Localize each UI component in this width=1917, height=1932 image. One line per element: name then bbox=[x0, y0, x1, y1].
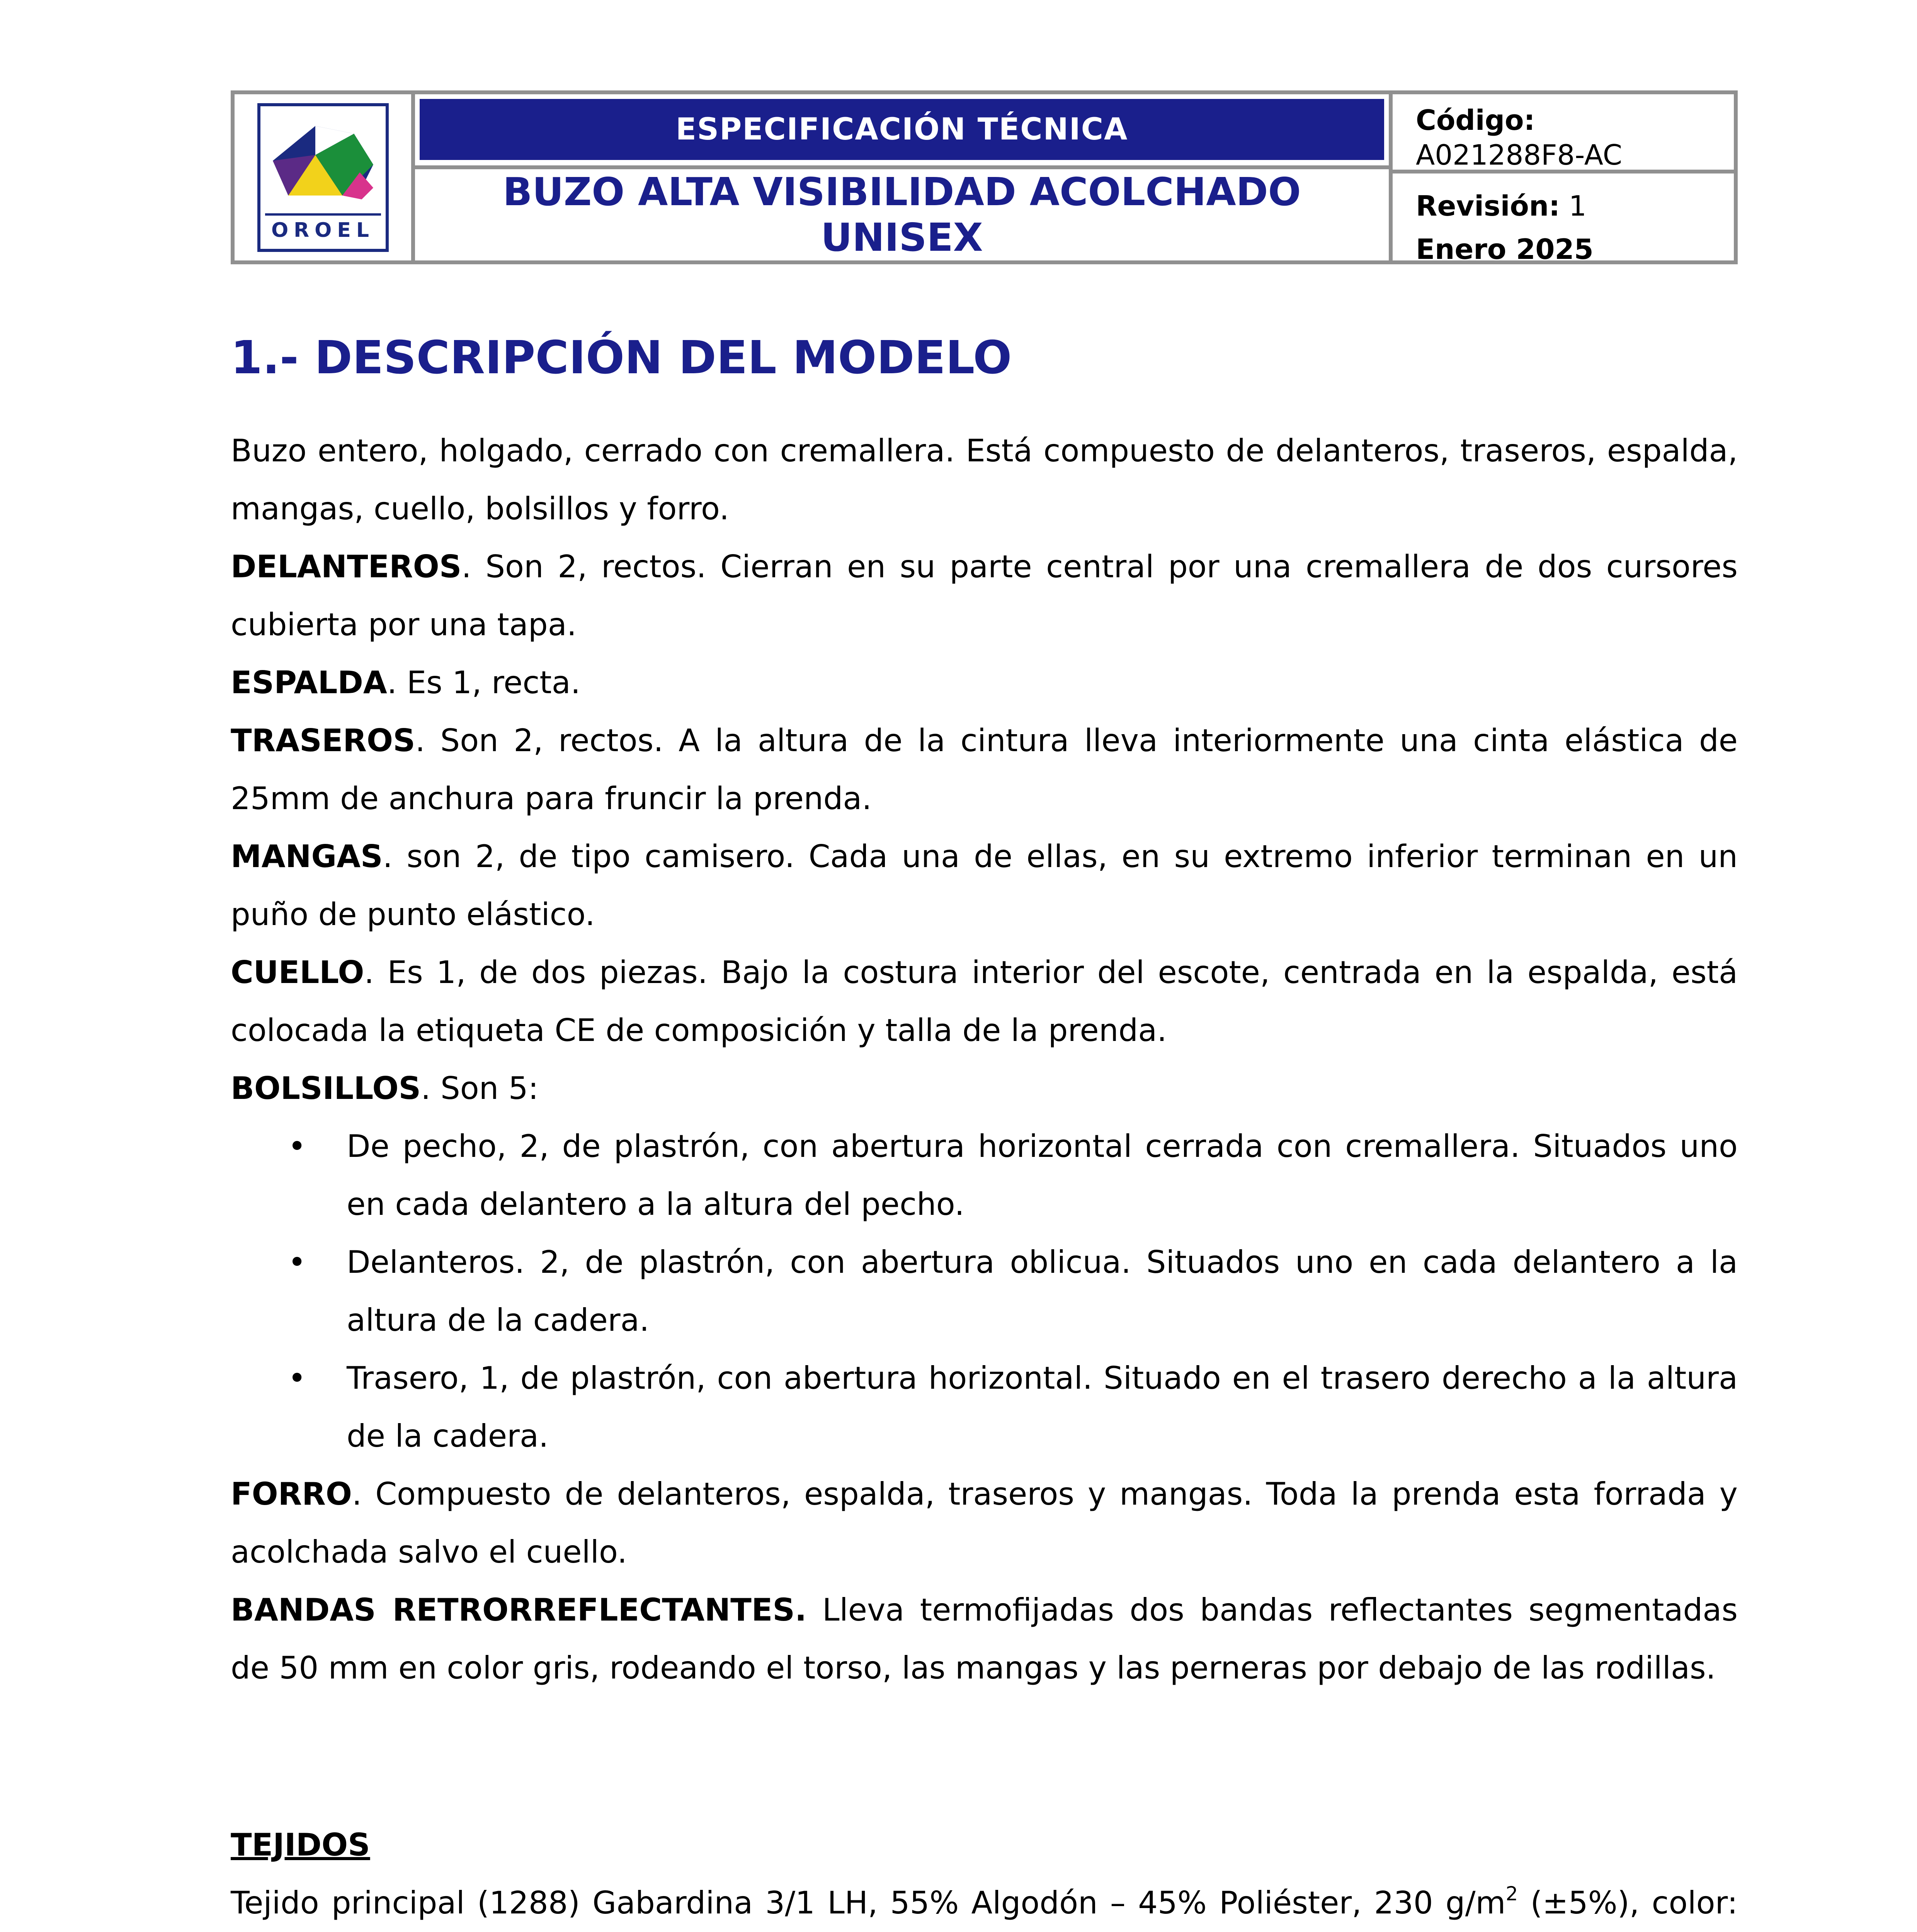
item-label: MANGAS bbox=[231, 838, 383, 874]
revision-label: Revisión: bbox=[1416, 190, 1560, 222]
code-value: A021288F8-AC bbox=[1416, 139, 1622, 171]
document-body bbox=[231, 328, 1738, 1932]
item-text: . Son 2, rectos. Cierran en su parte central por una cremallera de dos cursores cubierta por una tapa. bbox=[231, 549, 1738, 643]
item-label: FORRO bbox=[231, 1476, 352, 1512]
tejido-text: (±5%), color: bbox=[1530, 1885, 1738, 1921]
item-text: . Es 1, recta. bbox=[387, 665, 581, 701]
company-logo bbox=[257, 103, 389, 252]
revision-value: 1 bbox=[1568, 190, 1587, 222]
tejido-line bbox=[231, 1874, 1738, 1932]
item-text: . son 2, de tipo camisero. Cada una de ellas, en su extremo inferior terminan en un puño de punto elástico. bbox=[231, 838, 1738, 932]
document-date: Enero 2025 bbox=[1416, 233, 1594, 265]
item-mangas bbox=[231, 828, 1738, 944]
item-label: BANDAS RETRORREFLECTANTES. bbox=[231, 1592, 807, 1628]
item-text: . Es 1, de dos piezas. Bajo la costura interior del escote, centrada en la espalda, está colocada la etiqueta CE de composición y talla de la prenda. bbox=[231, 954, 1738, 1048]
item-text: Lleva termofijadas dos bandas reflectantes segmentadas de 50 mm en color gris, rodeando el torso, las mangas y las perneras por debajo de las rodillas. bbox=[231, 1592, 1738, 1686]
item-espalda bbox=[231, 654, 1738, 712]
item-label: CUELLO bbox=[231, 954, 364, 990]
item-text: . Son 5: bbox=[421, 1070, 539, 1106]
item-label: BOLSILLOS bbox=[231, 1070, 421, 1106]
item-label: ESPALDA bbox=[231, 665, 387, 701]
item-label: DELANTEROS bbox=[231, 549, 462, 585]
item-bandas bbox=[231, 1581, 1738, 1697]
list-item: • De pecho, 2, de plastrón, con abertura horizontal cerrada con cremallera. Situados uno en cada delantero a la altura del pecho. bbox=[231, 1117, 1738, 1233]
item-traseros bbox=[231, 712, 1738, 828]
tejido-text: Tejido principal (1288) Gabardina 3/1 LH, 55% Algodón – 45% Poliéster, 230 g/m bbox=[231, 1885, 1506, 1921]
list-item: • Trasero, 1, de plastrón, con abertura horizontal. Situado en el trasero derecho a la altura de la cadera. bbox=[231, 1349, 1738, 1465]
header-meta-cell bbox=[1393, 94, 1734, 265]
logo-wordmark: OROEL bbox=[265, 213, 381, 242]
item-text: . Compuesto de delanteros, espalda, traseros y mangas. Toda la prenda esta forrada y acolchada salvo el cuello. bbox=[231, 1476, 1738, 1570]
tejidos-heading: TEJIDOS bbox=[231, 1827, 370, 1863]
item-forro bbox=[231, 1465, 1738, 1581]
code-label: Código: bbox=[1416, 104, 1535, 136]
title-line-1: BUZO ALTA VISIBILIDAD ACOLCHADO bbox=[503, 169, 1301, 214]
revision-row bbox=[1416, 184, 1734, 228]
list-item: • Delanteros. 2, de plastrón, con abertura oblicua. Situados uno en cada delantero a la altura de la cadera. bbox=[231, 1233, 1738, 1349]
logo-cell bbox=[235, 94, 415, 260]
tejido-sup: 2 bbox=[1505, 1883, 1518, 1905]
item-delanteros bbox=[231, 538, 1738, 654]
pocket-list bbox=[231, 1117, 1738, 1465]
document-header bbox=[231, 90, 1738, 264]
item-label: TRASEROS bbox=[231, 723, 415, 759]
item-text: . Son 2, rectos. A la altura de la cintura lleva interiormente una cinta elástica de 25mm de anchura para fruncir la prenda. bbox=[231, 723, 1738, 816]
document-title bbox=[415, 165, 1389, 260]
document-type: ESPECIFICACIÓN TÉCNICA bbox=[420, 99, 1384, 160]
header-title-cell bbox=[415, 94, 1393, 260]
logo-graphic-icon bbox=[265, 118, 381, 207]
item-bolsillos bbox=[231, 1060, 1738, 1117]
revision-block bbox=[1393, 173, 1734, 271]
intro-paragraph: Buzo entero, holgado, cerrado con cremallera. Está compuesto de delanteros, traseros, espalda, mangas, cuello, bolsillos y forro. bbox=[231, 433, 1738, 527]
section-title: 1.- DESCRIPCIÓN DEL MODELO bbox=[231, 331, 1012, 384]
item-cuello bbox=[231, 944, 1738, 1060]
title-line-2: UNISEX bbox=[821, 215, 983, 260]
code-block bbox=[1393, 94, 1734, 173]
